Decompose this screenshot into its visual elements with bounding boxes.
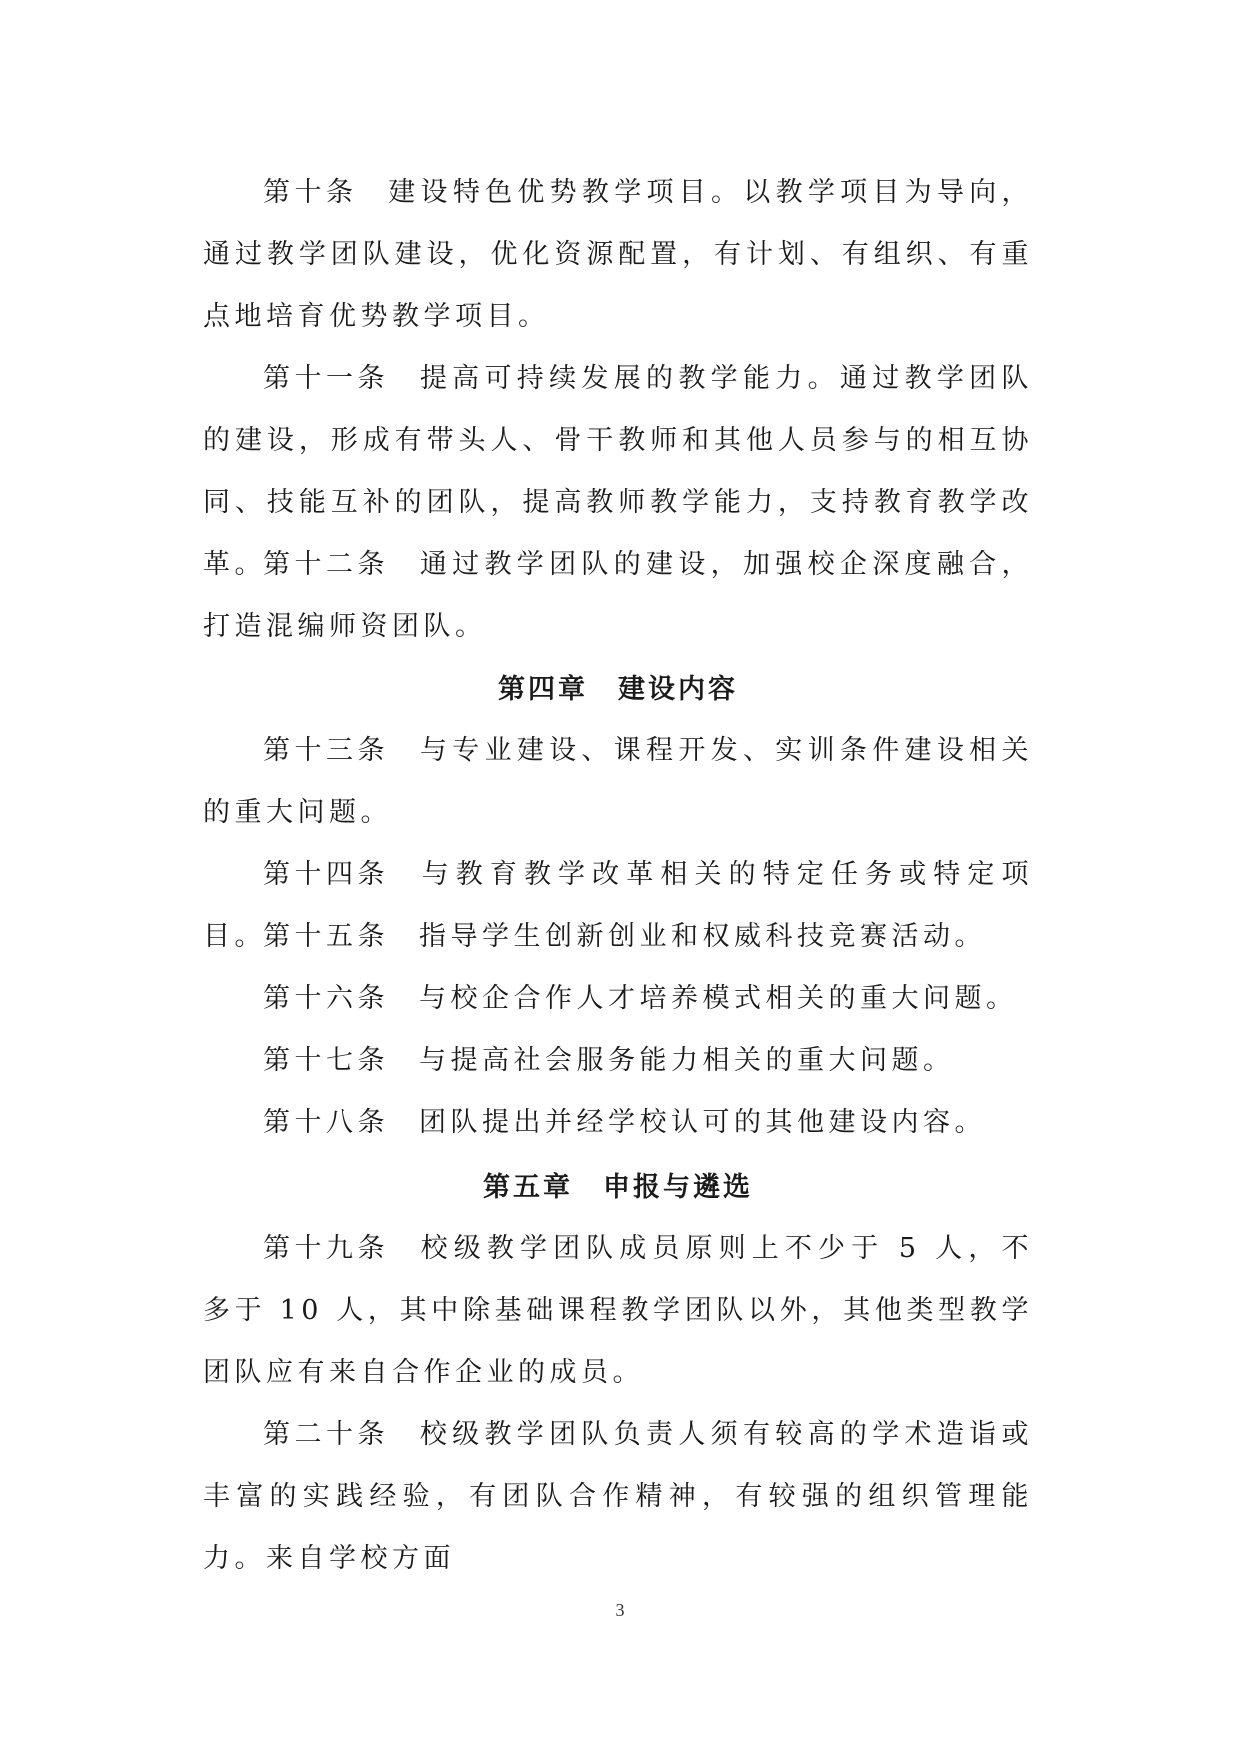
- article-17: [203, 1030, 1033, 1092]
- article-16: [203, 968, 1033, 1030]
- article-text: 指导学生创新创业和权威科技竞赛活动。: [419, 921, 986, 952]
- article-number: 第十二条: [263, 549, 389, 580]
- article-10: [203, 162, 1033, 348]
- chapter-heading-4: [203, 670, 1033, 710]
- article-text: 与教育教学改革相关的特定任务或特定项目。: [203, 859, 1033, 952]
- article-number: 第十七条: [263, 1045, 389, 1076]
- article-text: 团队提出并经学校认可的其他建设内容。: [419, 1107, 986, 1138]
- article-text: 通过教学团队的建设，加强校企深度融合，打造混编师资团队。: [203, 549, 1033, 642]
- article-number: 第二十条: [263, 1419, 389, 1450]
- article-number: 第十九条: [263, 1233, 389, 1264]
- article-number: 第十三条: [263, 735, 389, 766]
- article-number: 第十四条: [263, 859, 389, 890]
- article-text: 建设特色优势教学项目。以教学项目为导向，通过教学团队建设，优化资源配置，有计划、有组织、有重点地培育优势教学项目。: [203, 177, 1033, 332]
- article-text: 与提高社会服务能力相关的重大问题。: [419, 1045, 955, 1076]
- article-15: [203, 906, 1033, 968]
- chapter-number: 第五章: [483, 1172, 573, 1203]
- article-number: 第十条: [263, 177, 358, 208]
- article-20: [203, 1404, 1033, 1590]
- article-number: 第十五条: [263, 921, 389, 952]
- article-18: [203, 1092, 1033, 1154]
- article-number: 第十八条: [263, 1107, 389, 1138]
- article-text: 提高可持续发展的教学能力。通过教学团队的建设，形成有带头人、骨干教师和其他人员参与的相互协同、技能互补的团队，提高教师教学能力，支持教育教学改革。: [203, 363, 1033, 580]
- chapter-title: 申报与遴选: [603, 1172, 753, 1203]
- chapter-title: 建设内容: [618, 674, 738, 705]
- article-12: [203, 534, 1033, 658]
- article-13: [203, 720, 1033, 844]
- article-text: 校级教学团队负责人须有较高的学术造诣或丰富的实践经验，有团队合作精神，有较强的组织管理能力。来自学校方面: [203, 1419, 1033, 1574]
- article-text: 与校企合作人才培养模式相关的重大问题。: [419, 983, 1018, 1014]
- article-text: 与专业建设、课程开发、实训条件建设相关的重大问题。: [203, 735, 1033, 828]
- article-number: 第十一条: [263, 363, 389, 394]
- article-text: 校级教学团队成员原则上不少于 5 人，不多于 10 人，其中除基础课程教学团队以外，其他类型教学团队应有来自合作企业的成员。: [203, 1233, 1033, 1388]
- chapter-number: 第四章: [498, 674, 588, 705]
- chapter-heading-5: [203, 1168, 1033, 1208]
- article-19: [203, 1218, 1033, 1404]
- page-number: 3: [615, 1600, 625, 1620]
- article-number: 第十六条: [263, 983, 389, 1014]
